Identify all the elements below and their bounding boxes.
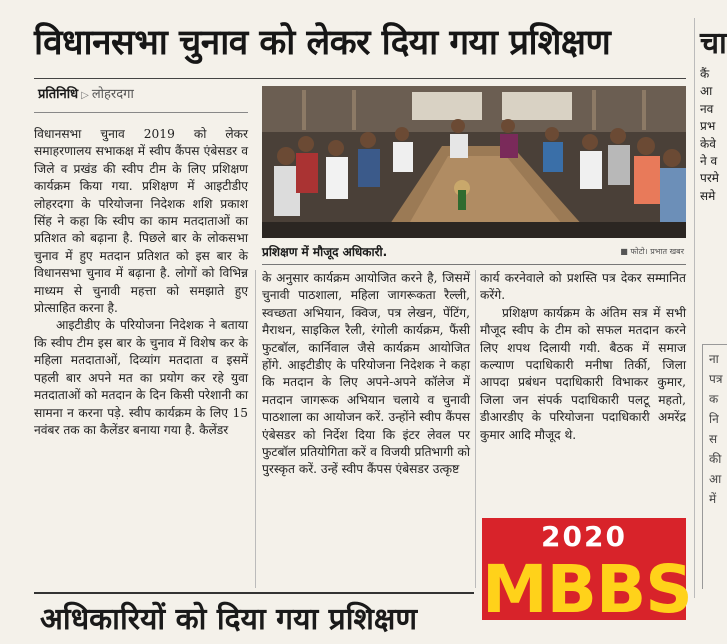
article-column-2 [262, 270, 470, 588]
section-rule [34, 592, 474, 594]
next-article-headline: अधिकारियों को दिया गया प्रशिक्षण [40, 602, 418, 637]
side-article-headline: चा [700, 26, 727, 61]
text-line: में [709, 492, 717, 506]
photo-caption: प्रशिक्षण में मौजूद अधिकारी. [262, 245, 388, 259]
text-line: केवे [700, 136, 716, 151]
column-divider [255, 270, 256, 588]
photo-credit: ■ फोटो। प्रभात खबर [620, 247, 684, 256]
text-line: ना [709, 352, 719, 366]
side-divider [694, 18, 695, 598]
paragraph: के अनुसार कार्यक्रम आयोजित करने है, जिसमें चुनावी पाठशाला, महिला जागरूकता रैल्ली, स्वच्छता अभियान, क्विज, पत्र लेखन, पेंटिंग, मैराथन, साइकिल रैली, रंगोली कार्यक्रम, फैंसी फुटबॉल, कार्निवाल जैसे कार्यक्रम आयोजित होंगे. आइटीडीए के परियोजना निदेशक ने कहा कि मतदान के लिए अपने-अपने कॉलेज में मतदान जागरूक अभियान चलाये व चुनावी पाठशाला का आयोजन करें. उन्होंने स्वीप कैंपस एंबेसडर को निर्देश दिया कि इंटर लेवल पर फुटबॉल प्रतियोगिता करें व विजयी प्रतिभागी को पुरस्कृत करें. उन्हें स्वीप कैंपस एंबेसडर उत्कृष्ट [262, 271, 470, 477]
paragraph: प्रशिक्षण कार्यक्रम के अंतिम सत्र में सभी मौजूद स्वीप के टीम को सफल मतदान करने लिए शपथ दिलायी गयी. बैठक में समाज कल्याण पदाधिकारी मनीषा तिर्की, जिला आपदा प्रबंधन पदाधिकारी विभाकर कुमार, जिला जन संपर्क पदाधिकारी पलटू महतो, डीआरडीए के परियोजना पदाधिकारी अमरेंद्र कुमार आदि मौजूद थे. [480, 305, 686, 442]
text-line: प्रभ [700, 119, 716, 134]
ad-year: 2020 [541, 520, 627, 553]
text-line: कैं [700, 67, 710, 81]
article-headline: विधानसभा चुनाव को लेकर दिया गया प्रशिक्षण [34, 23, 611, 63]
text-line: क [709, 392, 719, 406]
column-divider [475, 270, 476, 588]
byline-rule [34, 112, 248, 113]
play-arrow-icon: ▷ [81, 90, 89, 101]
byline-label: प्रतिनिधि [38, 87, 79, 102]
article-column-1 [34, 126, 248, 588]
text-line: परमे [700, 171, 719, 186]
text-line: की [709, 452, 722, 466]
mbbs-advertisement[interactable] [482, 518, 692, 628]
paragraph: विधानसभा चुनाव 2019 को लेकर समाहरणालय सभाकक्ष में स्वीप कैंपस एंबेसडर व जिले व प्रखंड की स्वीप टीम के लिए प्रशिक्षण कार्यक्रम किया गया. प्रशिक्षण में आइटीडीए लोहरदगा के परियोजना निदेशक शशि प्रकाश सिंह ने कहा कि स्वीप का काम मतदाताओं का प्रतिशत को बढ़ाना है. पिछले बार के लोकसभा चुनाव में हुए मतदान प्रतिशत को इस बार के विधानसभा चुनाव में बढ़ाना है. लोगों को विभिन्न माध्यम से चुनावी महत्ता को समझाते हुए प्रोत्साहित करना है. [34, 127, 248, 316]
headline-rule [34, 78, 686, 79]
text-line: पत्र [709, 372, 723, 386]
caption-rule [262, 264, 686, 265]
photo-caption-bar [262, 238, 686, 264]
text-line: आ [700, 84, 713, 99]
side-article-text [700, 66, 720, 205]
text-line: समे [700, 188, 716, 203]
text-line: नि [709, 412, 719, 426]
text-line: ने व [700, 153, 718, 168]
ad-word: MBBS [482, 551, 692, 628]
article-column-3 [480, 270, 686, 510]
article-photo [262, 86, 686, 238]
text-line: स [709, 432, 718, 446]
byline-place: लोहरदगा [91, 87, 134, 102]
text-line: आ [709, 472, 722, 486]
meeting-photo-illustration [262, 86, 686, 238]
byline [38, 86, 258, 105]
paragraph: कार्य करनेवाले को प्रशस्ति पत्र देकर सम्मानित करेंगे. [480, 271, 686, 303]
paragraph: आइटीडीए के परियोजना निदेशक ने बताया कि स्वीप टीम इस बार के चुनाव में विशेष कर के महिला मतदाताओं, दिव्यांग मतदाता व इसमें पहली बार अपने मत का प्रयोग कर रहे युवा मतदाताओं को मतदान के दिन किसी परेशानी का सामना न करना पड़े. स्वीप कार्यक्रम के लिए 15 नवंबर तक का कैलेंडर बनाया गया है. कैलेंडर [34, 318, 248, 437]
text-line: नव [700, 101, 714, 116]
side-box [702, 344, 727, 589]
